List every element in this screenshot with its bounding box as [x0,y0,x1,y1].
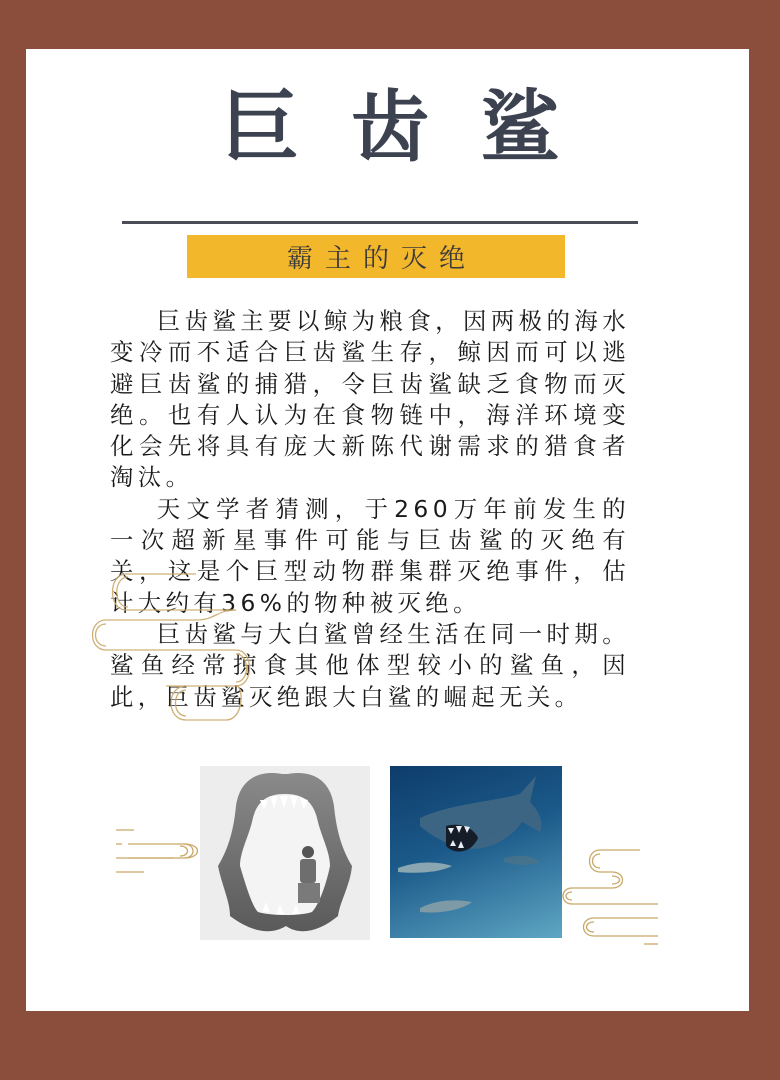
paragraph-1: 巨齿鲨主要以鲸为粮食，因两极的海水变冷而不适合巨齿鲨生存，鲸因而可以逃避巨齿鲨的捕猎，令巨齿鲨缺乏食物而灭绝。也有人认为在食物链中，海洋环境变化会先将具有庞大新陈代谢需求的猎食者淘汰。 [110,307,630,492]
poster-title: 巨齿鲨 [220,83,611,173]
megalodon-hunting-illustration [390,766,562,938]
paragraph-3: 巨齿鲨与大白鲨曾经生活在同一时期。鲨鱼经常掠食其他体型较小的鲨鱼，因此，巨齿鲨灭绝跟大白鲨的崛起无关。 [110,619,630,711]
cloud-ornament-lower-left-icon [114,828,204,878]
subtitle-text: 霸主的灭绝 [286,244,477,274]
cloud-ornament-right-icon [562,846,662,946]
cloud-ornament-left-icon [86,568,286,728]
megalodon-jaws-photo [200,766,370,940]
subtitle-banner [187,235,565,278]
paragraph-2: 天文学者猜测，于260万年前发生的一次超新星事件可能与巨齿鲨的灭绝有关，这是个巨型动物群集群灭绝事件，估计大约有36%的物种被灭绝。 [110,494,630,617]
title-divider [122,221,638,224]
